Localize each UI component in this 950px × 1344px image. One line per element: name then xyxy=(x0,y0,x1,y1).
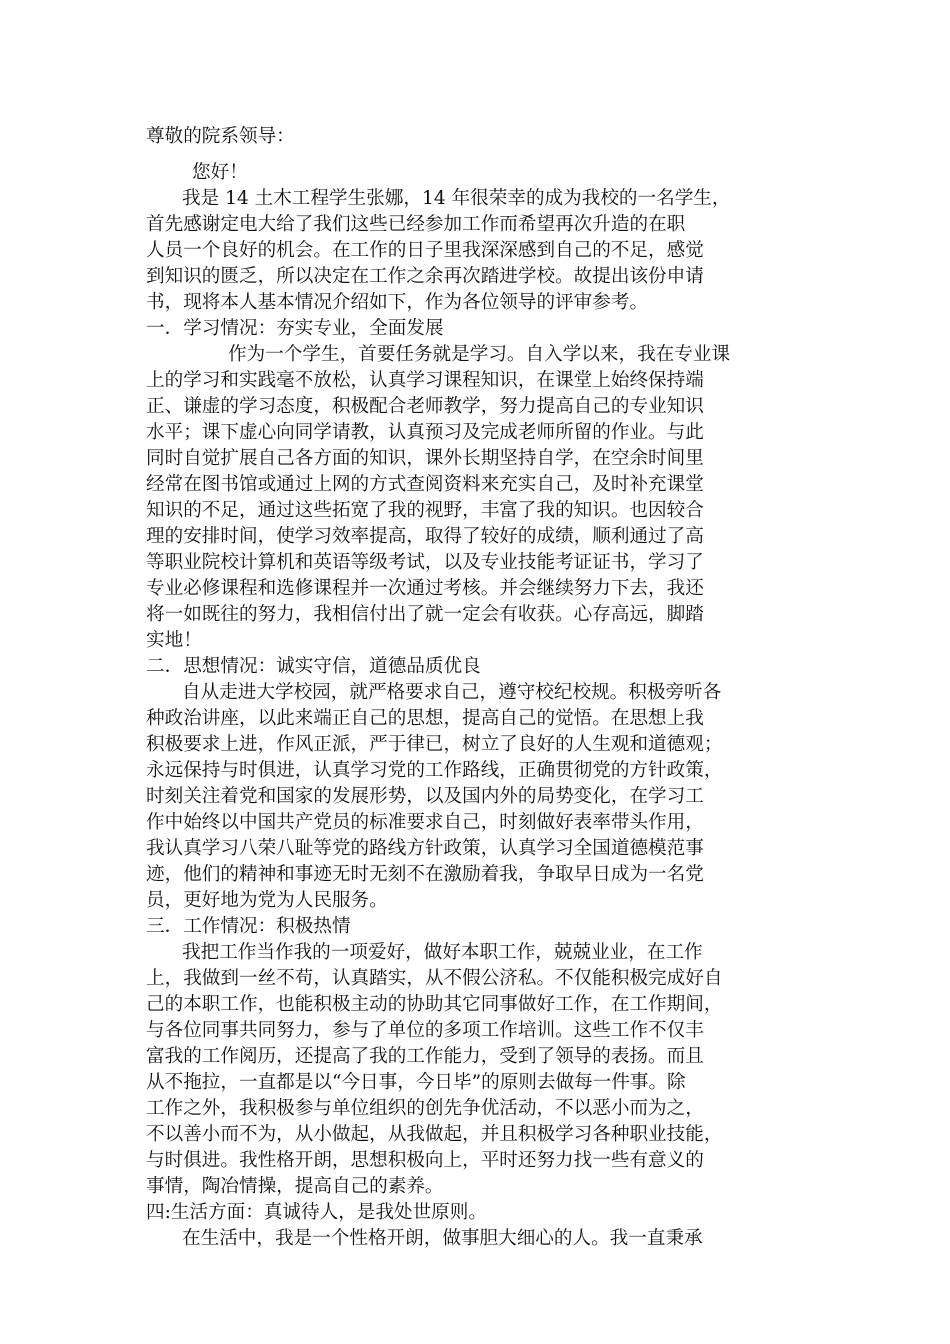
work-line: 与各位同事共同努力，参与了单位的多项工作培训。这些工作不仅丰 xyxy=(146,1020,704,1041)
study-line: 水平；课下虚心向同学请教，认真预习及完成老师所留的作业。与此 xyxy=(146,422,704,443)
life-paragraph xyxy=(146,1226,808,1252)
study-line: 理的安排时间，使学习效率提高，取得了较好的成绩，顺利通过了高 xyxy=(146,526,704,547)
study-line: 同时自觉扩展自己各方面的知识，课外长期坚持自学，在空余时间里 xyxy=(146,448,704,469)
intro-paragraph xyxy=(146,186,808,316)
work-line: 富我的工作阅历，还提高了我的工作能力，受到了领导的表扬。而且 xyxy=(146,1046,704,1067)
work-line: 己的本职工作，也能积极主动的协助其它同事做好工作，在工作期间， xyxy=(146,994,723,1015)
work-line: 我把工作当作我的一项爱好，做好本职工作，兢兢业业，在工作 xyxy=(182,942,703,963)
work-line: 工作之外，我积极参与单位组织的创先争优活动，不以恶小而为之， xyxy=(146,1098,704,1119)
ideology-paragraph xyxy=(146,680,808,914)
study-line: 作为一个学生，首要任务就是学习。自入学以来，我在专业课 xyxy=(228,344,731,365)
ideology-line: 作中始终以中国共产党员的标准要求自己，时刻做好表率带头作用， xyxy=(146,812,704,833)
ideology-line: 永远保持与时俱进，认真学习党的工作路线，正确贯彻党的方针政策， xyxy=(146,760,723,781)
study-line: 实地！ xyxy=(146,630,202,651)
study-line: 知识的不足，通过这些拓宽了我的视野，丰富了我的知识。也因较合 xyxy=(146,500,704,521)
intro-line: 首先感谢定电大给了我们这些已经参加工作而希望再次升造的在职 xyxy=(146,214,686,235)
work-paragraph xyxy=(146,940,808,1200)
study-paragraph xyxy=(146,342,808,654)
ideology-line: 迹，他们的精神和事迹无时无刻不在激励着我，争取早日成为一名党 xyxy=(146,864,704,885)
work-line: 事情，陶冶情操，提高自己的素养。 xyxy=(146,1176,444,1197)
study-line: 上的学习和实践毫不放松，认真学习课程知识，在课堂上始终保持端 xyxy=(146,370,704,391)
work-line: 与时俱进。我性格开朗，思想积极向上，平时还努力找一些有意义的 xyxy=(146,1150,704,1171)
study-line: 专业必修课程和选修课程并一次通过考核。并会继续努力下去，我还 xyxy=(146,578,704,599)
ideology-line: 我认真学习八荣八耻等党的路线方针政策，认真学习全国道德模范事 xyxy=(146,838,704,859)
greeting: 您好！ xyxy=(192,162,248,183)
study-line: 等职业院校计算机和英语等级考试，以及专业技能考证证书，学习了 xyxy=(146,552,704,573)
study-line: 经常在图书馆或通过上网的方式查阅资料来充实自己，及时补充课堂 xyxy=(146,474,704,495)
ideology-line: 自从走进大学校园，就严格要求自己，遵守校纪校规。积极旁听各 xyxy=(182,682,722,703)
work-line: 不以善小而不为，从小做起，从我做起，并且积极学习各种职业技能， xyxy=(146,1124,723,1145)
ideology-line: 员，更好地为党为人民服务。 xyxy=(146,890,388,911)
section-heading-ideology: 二．思想情况：诚实守信，道德品质优良 xyxy=(146,656,481,677)
intro-line: 到知识的匮乏，所以决定在工作之余再次踏进学校。故提出该份申请 xyxy=(146,266,704,287)
ideology-line: 积极要求上进，作风正派，严于律已，树立了良好的人生观和道德观； xyxy=(146,734,723,755)
work-line: 从不拖拉，一直都是以“今日事，今日毕”的原则去做每一件事。除 xyxy=(146,1072,686,1093)
ideology-line: 时刻关注着党和国家的发展形势，以及国内外的局势变化，在学习工 xyxy=(146,786,704,807)
intro-line: 人员一个良好的机会。在工作的日子里我深深感到自己的不足，感觉 xyxy=(146,240,704,261)
life-line: 在生活中，我是一个性格开朗，做事胆大细心的人。我一直秉承 xyxy=(182,1228,703,1249)
intro-line: 我是 14 土木工程学生张娜，14 年很荣幸的成为我校的一名学生， xyxy=(182,188,731,209)
section-heading-work: 三．工作情况：积极热情 xyxy=(146,916,351,937)
intro-line: 书，现将本人基本情况介绍如下，作为各位领导的评审参考。 xyxy=(146,292,649,313)
work-line: 上，我做到一丝不苟，认真踏实，从不假公济私。不仅能积极完成好自 xyxy=(146,968,723,989)
study-line: 将一如既往的努力，我相信付出了就一定会有收获。心存高远，脚踏 xyxy=(146,604,704,625)
ideology-line: 种政治讲座，以此来端正自己的思想，提高自己的觉悟。在思想上我 xyxy=(146,708,704,729)
salutation: 尊敬的院系领导： xyxy=(146,126,295,147)
section-heading-life: 四:生活方面：真诚待人，是我处世原则。 xyxy=(146,1202,487,1223)
letter-page xyxy=(146,124,808,1252)
study-line: 正、谦虚的学习态度，积极配合老师教学，努力提高自己的专业知识 xyxy=(146,396,704,417)
section-heading-study: 一．学习情况：夯实专业，全面发展 xyxy=(146,318,444,339)
